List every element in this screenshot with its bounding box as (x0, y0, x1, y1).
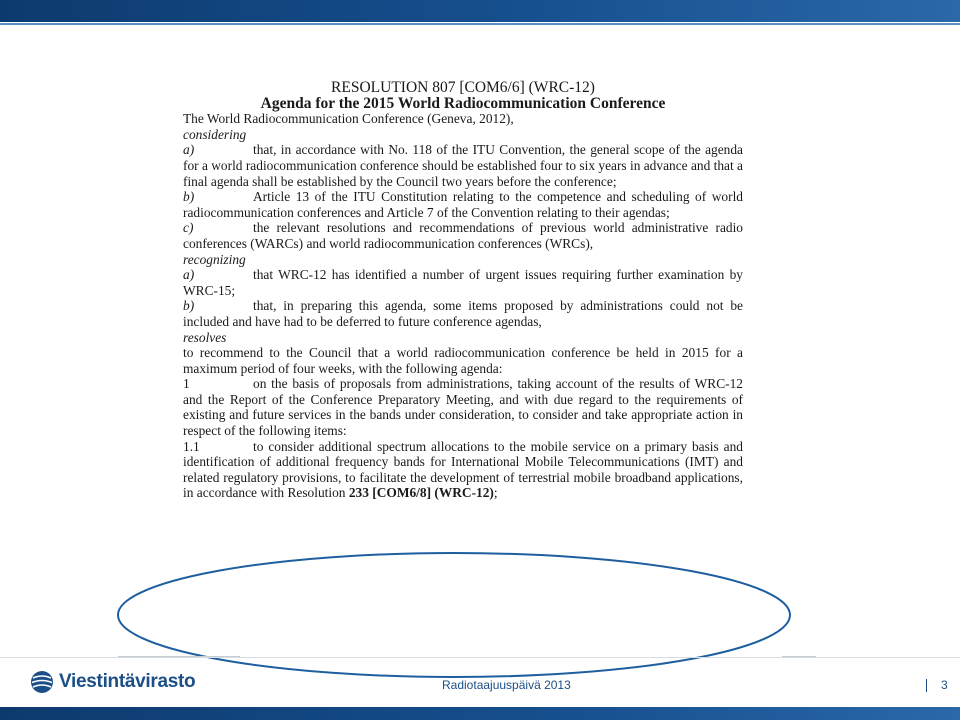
agenda-item-1 (183, 376, 743, 438)
top-accent-line (0, 23, 960, 25)
agenda-item-1-1-text: to consider additional spectrum allocations to the mobile service on a primary basis and identification of additional frequency bands for International Mobile Telecommunications (IMT) and related regulatory provisions, to facilitate the development of terrestrial mobile broadband applications, in accordance with Resolution (183, 438, 743, 501)
agenda-title: Agenda for the 2015 World Radiocommunication Conference (260, 94, 666, 112)
agenda-item-1-label: 1 (183, 376, 190, 392)
logo-wordmark: Viestintävirasto (59, 671, 196, 692)
recognizing-a-label: a) (183, 267, 195, 283)
bottom-banner (0, 707, 960, 720)
considering-c (183, 220, 743, 251)
recognizing-a (183, 267, 743, 298)
intro-line: The World Radiocommunication Conference (Geneva, 2012), (183, 111, 514, 127)
agency-logo (30, 670, 195, 694)
recognizing-a-text: that WRC-12 has identified a number of urgent issues requiring further examination by WRC-15; (183, 267, 743, 298)
considering-heading: considering (183, 126, 247, 142)
recognizing-heading: recognizing (183, 251, 246, 267)
page-separator (926, 679, 927, 692)
footer-rule (0, 657, 960, 658)
agenda-item-1-1 (183, 439, 743, 501)
considering-c-text: the relevant resolutions and recommendations of previous world administrative radio conferences (WARCs) and world radiocommunication conferences (WRCs), (183, 220, 743, 251)
considering-b-text: Article 13 of the ITU Constitution relating to the competence and scheduling of world radiocommunication conferences and Article 7 of the Convention relating to their agendas; (183, 189, 743, 220)
recognizing-b (183, 298, 743, 329)
considering-b (183, 189, 743, 220)
agenda-item-1-1-end: ; (493, 485, 498, 501)
considering-b-label: b) (183, 189, 195, 205)
resolution-title: RESOLUTION 807 [COM6/6] (WRC-12) (331, 79, 595, 96)
considering-a-text: that, in accordance with No. 118 of the ITU Convention, the general scope of the agenda for a world radiocommunication conference should be established four to six years in advance and that a final agenda shall be established by the Council two years before the conference; (183, 142, 743, 189)
divider-right (782, 656, 816, 657)
agenda-item-1-text: on the basis of proposals from administrations, taking account of the results of WRC-12 and the Report of the Conference Preparatory Meeting, and with due regard to the requirements of existing and future services in the bands under consideration, to consider and take appropriate action in respect of the following items: (183, 376, 743, 439)
considering-c-label: c) (183, 220, 194, 236)
globe-logo-icon (30, 670, 54, 694)
recognizing-b-label: b) (183, 298, 195, 314)
resolution-document (183, 80, 743, 501)
recognizing-b-text: that, in preparing this agenda, some items proposed by administrations could not be included and have had to be deferred to future conference agendas, (183, 298, 743, 329)
agenda-item-1-1-resolution-ref: 233 [COM6/8] (WRC-12) (348, 485, 494, 501)
resolves-heading: resolves (183, 329, 227, 345)
resolves-text: to recommend to the Council that a world radiocommunication conference be held in 2015 for a maximum period of four weeks, with the following agenda: (183, 345, 743, 376)
top-banner (0, 0, 960, 22)
considering-a (183, 142, 743, 189)
page-number: 3 (941, 678, 948, 692)
agenda-item-1-1-label: 1.1 (183, 438, 200, 454)
divider-left (118, 656, 240, 657)
considering-a-label: a) (183, 142, 195, 158)
footer-event-title: Radiotaajuuspäivä 2013 (442, 678, 571, 692)
